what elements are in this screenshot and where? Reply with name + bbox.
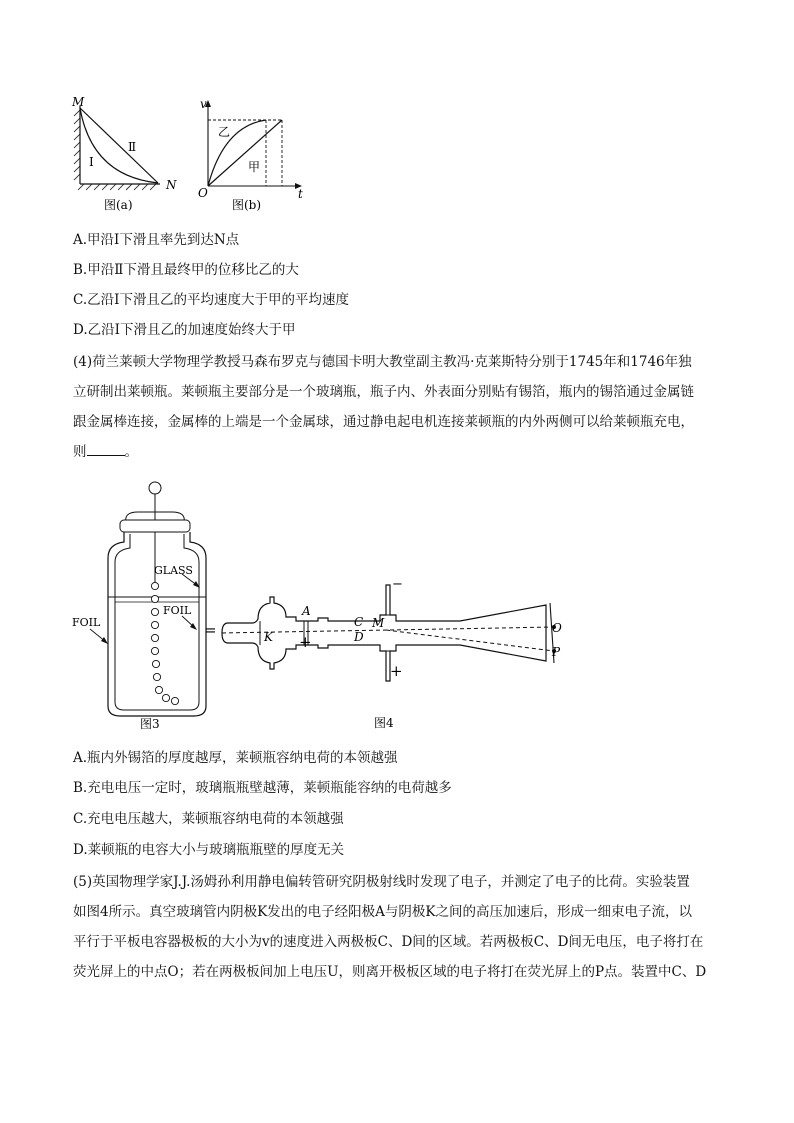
anode-plus: + [299, 633, 312, 651]
caption-b: 图(b) [232, 198, 262, 212]
plate-minus: − [392, 577, 403, 592]
axis-v: v [200, 97, 207, 111]
q4-stem [73, 353, 723, 473]
label-M: M [372, 616, 385, 630]
label-jia: 甲 [248, 160, 261, 174]
plate-plus: + [390, 662, 403, 680]
figure-4-thomson-tube [200, 575, 580, 733]
q5-line-3: 平行于平板电容器极板的大小为v的速度进入两极板C、D间的区域。若两极板C、D间无电压，电子将打在 [73, 934, 704, 950]
figure-a [70, 96, 190, 214]
q4-line-1: (4)荷兰莱顿大学物理学教授马森布罗克与德国卡明大教堂副主教冯·克莱斯特分别于1745年和1746年独 [73, 354, 692, 370]
track-II [80, 108, 158, 183]
metal-chain [151, 582, 178, 704]
figure-3-leyden-jar [68, 478, 218, 733]
metal-ball [149, 482, 161, 494]
q5-line-2: 如图4所示。真空玻璃管内阴极K发出的电子经阳极A与阴极K之间的高压加速后，形成一细束电子流，以 [73, 904, 693, 920]
label-D: D [354, 630, 364, 644]
axis-t: t [298, 187, 303, 201]
label-yi: 乙 [218, 125, 231, 139]
figure-b [194, 96, 314, 214]
caption-a: 图(a) [104, 198, 133, 212]
q5-stem [73, 873, 723, 993]
q4-option-d: D.莱顿瓶的电容大小与玻璃瓶瓶壁的厚度无关 [73, 842, 345, 858]
q3-option-c: C.乙沿Ⅰ下滑且乙的平均速度大于甲的平均速度 [73, 292, 349, 308]
label-O: O [552, 621, 562, 635]
q4-line-4: 则 。 [73, 444, 138, 460]
label-M: M [72, 96, 85, 109]
label-I: Ⅰ [89, 155, 94, 169]
caption-4: 图4 [374, 716, 394, 730]
q4-line-3: 跟金属棒连接，金属棒的上端是一个金属球，通过静电起电机连接莱顿瓶的内外两侧可以给莱顿瓶充电， [73, 414, 694, 430]
label-II: Ⅱ [128, 140, 137, 154]
q4-line-2: 立研制出莱顿瓶。莱顿瓶主要部分是一个玻璃瓶，瓶子内、外表面分别贴有锡箔，瓶内的锡箔通过金属链 [73, 384, 694, 400]
label-K: K [264, 630, 273, 644]
q4-option-b: B.充电电压一定时，玻璃瓶瓶壁越薄，莱顿瓶能容纳的电荷越多 [73, 780, 452, 796]
q4-option-c: C.充电电压越大，莱顿瓶容纳电荷的本领越强 [73, 811, 344, 827]
caption-3: 图3 [140, 717, 160, 731]
answer-blank[interactable] [87, 443, 125, 456]
label-P: P [552, 645, 561, 659]
beam-deflected [386, 630, 554, 651]
label-N: N [166, 178, 177, 192]
q5-line-1: (5)英国物理学家J.J.汤姆孙利用静电偏转管研究阴极射线时发现了电子，并测定了电子的比荷。实验装置 [73, 874, 690, 890]
cork [120, 520, 190, 532]
q4-option-a: A.瓶内外锡箔的厚度越厚，莱顿瓶容纳电荷的本领越强 [73, 750, 398, 766]
cathode-minus: = [204, 621, 217, 639]
label-A: A [302, 604, 311, 618]
q3-option-b: B.甲沿Ⅱ下滑且最终甲的位移比乙的大 [73, 262, 299, 278]
label-foil-inner: FOIL [163, 604, 192, 617]
q3-option-a: A.甲沿Ⅰ下滑且率先到达N点 [73, 232, 240, 248]
curve-yi [208, 120, 266, 186]
label-C: C [354, 615, 364, 629]
label-foil-outer: FOIL [72, 616, 101, 629]
origin-O: O [198, 186, 208, 200]
label-glass: GLASS [154, 564, 193, 577]
q5-line-4: 荧光屏上的中点O；若在两极板间加上电压U，则离开极板区域的电子将打在荧光屏上的P点。装置中C、D [73, 964, 707, 980]
q3-option-d: D.乙沿Ⅰ下滑且乙的加速度始终大于甲 [73, 322, 296, 338]
